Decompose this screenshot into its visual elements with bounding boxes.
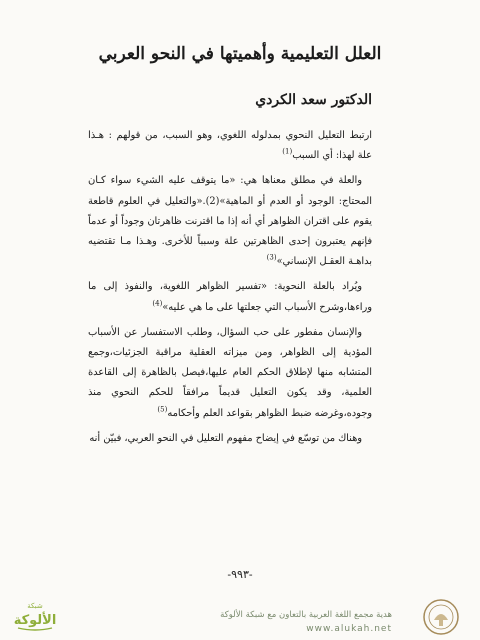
paragraph-2 [88, 171, 372, 272]
paragraph-5 [88, 429, 372, 449]
article-body [88, 126, 372, 454]
paragraph-4 [88, 323, 372, 424]
footer-url: www.alukah.net [306, 624, 392, 634]
paragraph-3 [88, 277, 372, 317]
footer-watermark [0, 596, 480, 640]
footnote-marker: (5) [157, 405, 168, 414]
paragraph-text: ارتبط التعليل النحوي بمدلوله اللغوي، وهو السبب، من قولهم : هـذا علة لهذا: أي السبب [88, 130, 372, 162]
paragraph-text: والإنسان مفطور على حب السؤال، وطلب الاستفسار عن الأسباب المؤدية إلى الظواهر، ومن ميزاته العقلية مراقبة الجزئيات،وجمع المتشابه منها لإطلاق الحكم العام عليها،فيصل بالظاهرة إلى القاعدة العلمية، وقد يكون التعليل قديماً مرافقاً للحكم النحوي منذ وجوده،وغرضه ضبط الظواهر بقواعد العلم وأحكامه [88, 326, 372, 419]
article-title: العلل التعليمية وأهميتها في النحو العربي [98, 44, 382, 64]
academy-seal-icon [422, 598, 460, 636]
footnote-marker: (3) [266, 253, 277, 262]
footnote-marker: (4) [152, 299, 163, 308]
footer-credit: هدية مجمع اللغة العربية بالتعاون مع شبكة الألوكة [220, 610, 392, 620]
paragraph-text: وهناك من توسّع في إيضاح مفهوم التعليل في النحو العربي، فبيّن أنه [89, 432, 362, 444]
author-name: الدكتور سعد الكردي [255, 92, 372, 108]
alukah-logo-icon [12, 598, 58, 632]
paragraph-text: ويُراد بالعلة النحوية: «تفسير الظواهر اللغوية، والنفوذ إلى ما وراءها،وشرح الأسباب التي جعلتها على ما هي عليه» [88, 281, 372, 313]
paragraph-text: والعلة في مطلق معناها هي: «ما يتوقف عليه الشيء سواء كـان المحتاج: الوجود أو العدم أو الماهية»(2).«والتعليل في العلوم قاطعة يقوم على اقتران الظواهر أي أنه إذا ما اقترنت ظاهرتان وجوداً أو عدماً فإنهم يعتبرون إحدى الظاهرتين علة وسبباً للأخرى. وهـذا مـا تقتضيه بداهـة العقـل الإنساني» [88, 175, 372, 268]
logo-subtitle: شبكة [27, 602, 43, 610]
footnote-marker: (1) [282, 147, 293, 156]
paragraph-1 [88, 126, 372, 166]
logo-text: الألوكة [13, 613, 57, 628]
page-number: -٩٩٣- [227, 568, 253, 581]
